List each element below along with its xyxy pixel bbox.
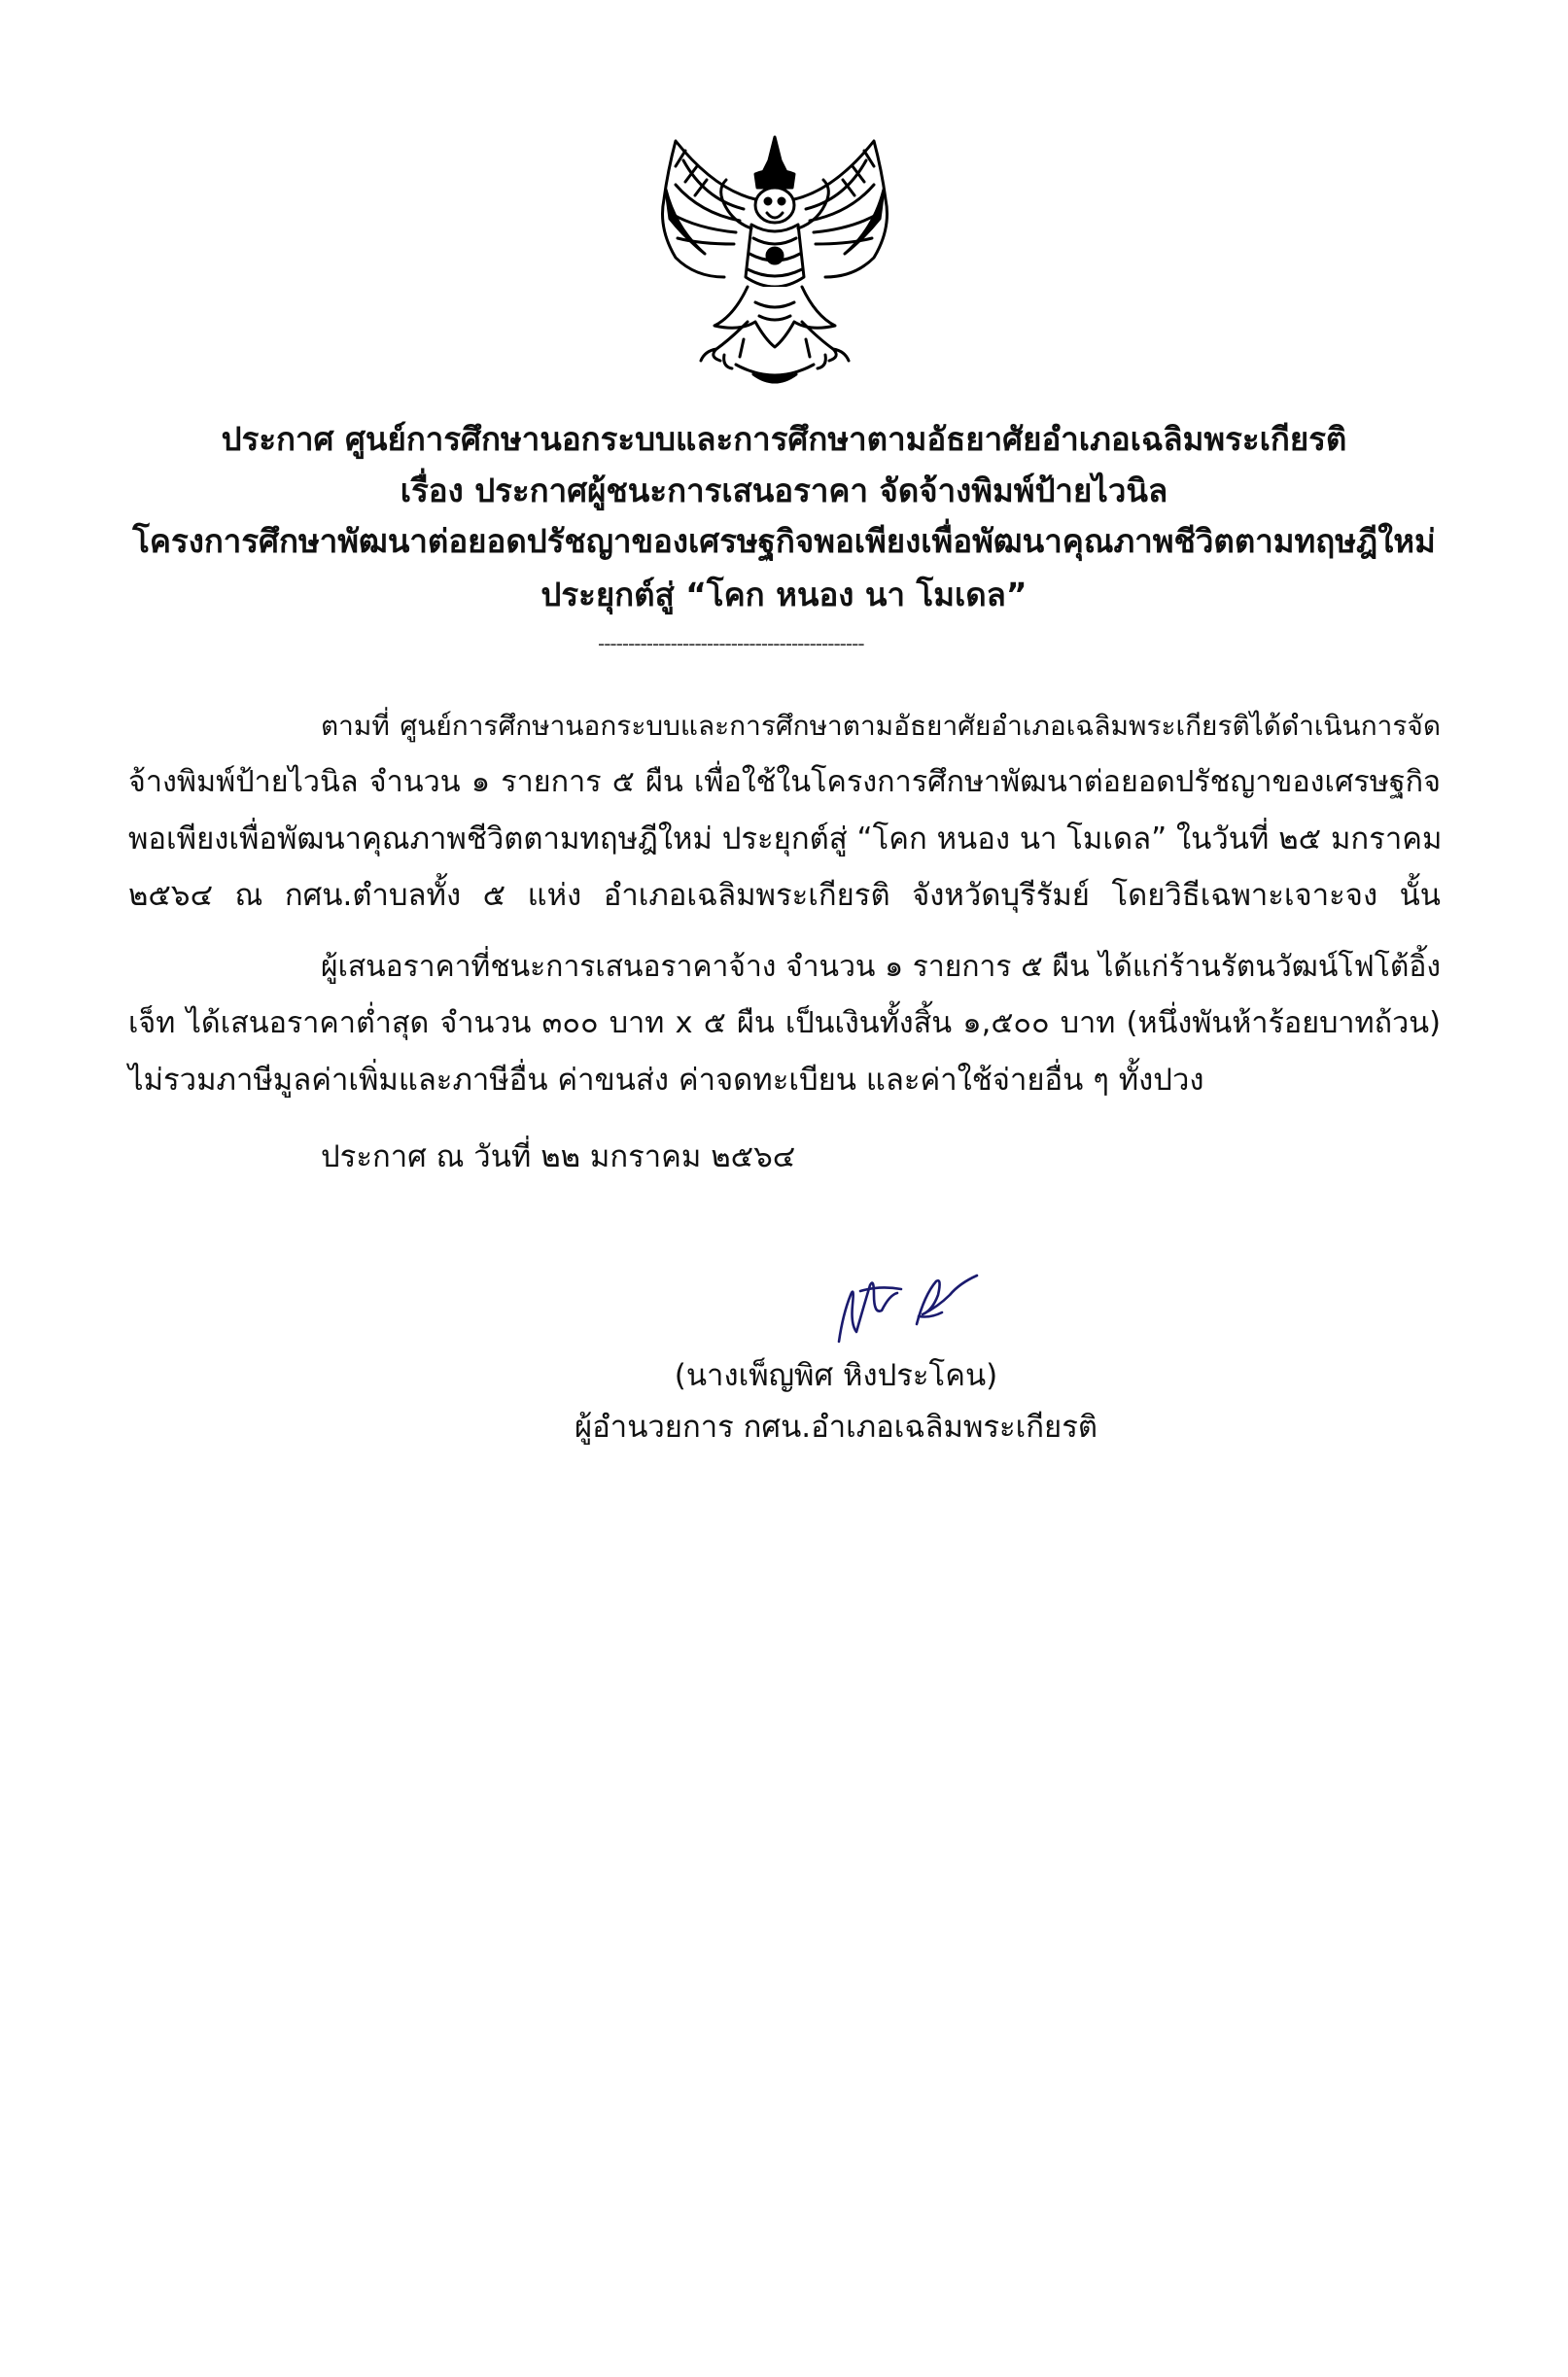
paragraph-winner (128, 939, 1441, 1108)
paragraph-line: ตามที่ ศูนย์การศึกษานอกระบบและการศึกษาตามอัธยาศัยอำเภอเฉลิมพระเกียรติได้ดำเนินการจัด (321, 710, 1441, 742)
paragraph-line: พอเพียงเพื่อพัฒนาคุณภาพชีวิตตามทฤษฎีใหม่ ประยุกต์สู่ “โคก หนอง นา โมเดล” ในวันที่ ๒๕ มกราคม (128, 821, 1443, 856)
project-subtitle: ประยุกต์สู่ “โคก หนอง นา โมเดล” (540, 576, 1028, 613)
signer-title: ผู้อำนวยการ กศน.อำเภอเฉลิมพระเกียรติ (575, 1410, 1098, 1445)
project-name: โครงการศึกษาพัฒนาต่อยอดปรัชญาของเศรษฐกิจพอเพียงเพื่อพัฒนาคุณภาพชีวิตตามทฤษฎีใหม่ (132, 522, 1436, 560)
paragraph-line: ไม่รวมภาษีมูลค่าเพิ่มและภาษีอื่น ค่าขนส่ง ค่าจดทะเบียน และค่าใช้จ่ายอื่น ๆ ทั้งปวง (128, 1063, 1204, 1098)
paragraph-background (128, 698, 1441, 924)
paragraph-line: เจ็ท ได้เสนอราคาต่ำสุด จำนวน ๓๐๐ บาท x ๕ ผืน เป็นเงินทั้งสิ้น ๑,๕๐๐ บาท (หนึ่งพันห้าร้อยบาทถ้วน) (128, 1006, 1441, 1040)
announcement-subject: เรื่อง ประกาศผู้ชนะการเสนอราคา จัดจ้างพิมพ์ป้ายไวนิล (400, 472, 1168, 509)
signer-name: (นางเพ็ญพิศ หิงประโคน) (674, 1358, 998, 1393)
paragraph-line: ๒๕๖๔ ณ กศน.ตำบลทั้ง ๕ แห่ง อำเภอเฉลิมพระเกียรติ จังหวัดบุรีรัมย์ โดยวิธีเฉพาะเจาะจง นั้น (128, 878, 1441, 913)
announcement-title: ประกาศ ศูนย์การศึกษานอกระบบและการศึกษาตามอัธยาศัยอำเภอเฉลิมพระเกียรติ (221, 420, 1347, 458)
handwritten-signature (821, 1256, 982, 1348)
garuda-emblem-icon (646, 131, 904, 394)
paragraph-line: ผู้เสนอราคาที่ชนะการเสนอราคาจ้าง จำนวน ๑ รายการ ๕ ผืน ได้แก่ร้านรัตนวัฒน์โฟโต้อิ้ง (321, 950, 1441, 984)
title-divider: -------------------------------------------- (598, 632, 864, 655)
paragraph-line: จ้างพิมพ์ป้ายไวนิล จำนวน ๑ รายการ ๕ ผืน เพื่อใช้ในโครงการศึกษาพัฒนาต่อยอดปรัชญาของเศรษฐกิจ (128, 765, 1441, 799)
announce-date: ประกาศ ณ วันที่ ๒๒ มกราคม ๒๕๖๔ (321, 1139, 796, 1174)
